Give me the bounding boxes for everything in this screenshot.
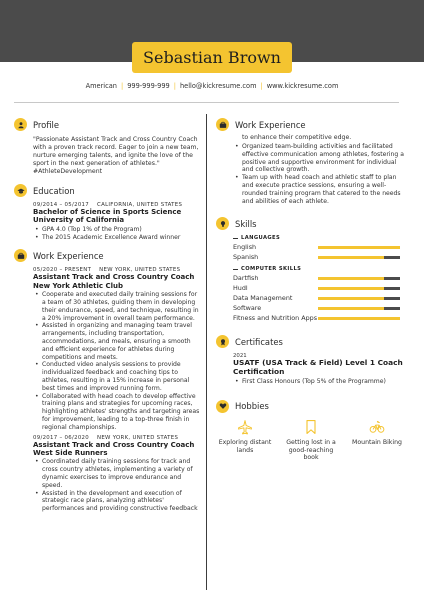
skill-bar — [318, 297, 400, 300]
certificate-entry — [233, 353, 406, 385]
education-bullets — [33, 226, 200, 242]
list-item: • Team up with head coach and athletic staff to plan and execute practice sessions, ensuring a well-rounded training program that catered to the needs and abilities of each athlete. — [233, 174, 406, 205]
job-meta: 05/2020 – PRESENT NEW YORK, UNITED STATES — [33, 267, 181, 274]
job-entry-1 — [33, 267, 200, 431]
job-org: New York Athletic Club — [33, 281, 124, 290]
skill-row: Fitness and Nutrition Apps — [233, 313, 406, 323]
candidate-name: Sebastian Brown — [143, 48, 281, 67]
section-title: Work Experience — [33, 250, 104, 261]
right-column — [216, 118, 406, 462]
header-divider — [14, 102, 399, 103]
section-title: Work Experience — [235, 119, 306, 130]
skill-bar — [318, 246, 400, 249]
contact-line: American | 999-999-999 | hello@kickresume.com | www.kickresume.com — [85, 82, 339, 90]
list-item: • First Class Honours (Top 5% of the Programme) — [233, 378, 406, 386]
degree: Bachelor of Science in Sports Science — [33, 208, 182, 216]
list-item: • Collaborated with head coach to develop effective training plans and strategies for upcoming races, highlighting athletes' strengths and targeting areas for improvement, leading to a top-three finish in regional championships. — [33, 393, 200, 432]
bicycle-icon — [369, 419, 385, 435]
skills-heading — [216, 217, 406, 230]
section-title: Profile — [33, 119, 60, 130]
job-bullets — [33, 291, 200, 431]
list-item: • Assisted in the development and execution of strategic race plans, analyzing athletes' performances and providing constructive feedback — [33, 490, 200, 513]
skill-bar — [318, 317, 400, 320]
name-banner — [132, 42, 292, 73]
list-item: • Coordinated daily training sessions for track and cross country athletes, implementing a variety of dynamic exercises to improve endurance and speed. — [33, 458, 200, 489]
skill-row: Spanish — [233, 252, 406, 262]
graduation-cap-icon — [14, 184, 27, 197]
skill-row: Software — [233, 303, 406, 313]
profile-text: "Passionate Assistant Track and Cross Country Coach with a proven track record. Eager to join a new team, nurture emerging talents, and ignite the love of the sport in the next generation of athletes." #AthleteDevelopment — [33, 136, 199, 175]
skills-body — [233, 235, 406, 323]
job-bullets — [33, 458, 200, 513]
briefcase-icon — [14, 249, 27, 262]
job-meta: 09/2017 – 06/2020 NEW YORK, UNITED STATES — [33, 434, 179, 441]
certificates-heading — [216, 335, 406, 348]
skill-bar — [318, 307, 400, 310]
list-item: • Organized team-building activities and facilitated effective communication among athletes, fostering a positive and supportive environment for individual and collective growth. — [233, 143, 406, 174]
work-continued — [233, 134, 406, 205]
person-icon — [14, 118, 27, 131]
nationality: American — [85, 82, 117, 90]
hobby-list — [216, 419, 406, 462]
work-heading-left — [14, 249, 200, 262]
job-org: West Side Runners — [33, 448, 108, 457]
list-item: • Cooperate and executed daily training sessions for a team of 30 athletes, guiding them in developing their endurance, speed, and technique, resulting in a 20% improvement in overall team performance. — [33, 291, 200, 322]
skill-row: Dartfish — [233, 273, 406, 283]
left-column — [14, 118, 200, 513]
skill-bar — [318, 287, 400, 290]
education-meta: 09/2014 – 05/2017 CALIFORNIA, UNITED STATES — [33, 202, 183, 208]
job-entry-2 — [33, 435, 200, 513]
list-item: • GPA 4.0 (Top 1% of the Program) — [33, 226, 200, 234]
hobby-item: Mountain Biking — [348, 419, 406, 462]
continued-line: to enhance their competitive edge. — [242, 134, 352, 141]
column-divider — [206, 114, 207, 590]
heart-icon — [216, 400, 229, 413]
work-heading-right — [216, 118, 406, 131]
education-heading — [14, 184, 200, 197]
job-role: Assistant Track and Cross Country Coach — [33, 440, 195, 449]
section-title: Hobbies — [235, 401, 269, 412]
list-item: • Assisted in organizing and managing team travel arrangements, including transportation, accommodations, and meals, ensuring a smooth and efficient experience for athletes during competitions and meets. — [33, 322, 200, 361]
list-item: • The 2015 Academic Excellence Award winner — [33, 234, 200, 242]
skill-row: English — [233, 242, 406, 252]
website[interactable]: www.kickresume.com — [266, 82, 339, 90]
job-bullets — [233, 143, 406, 205]
lightbulb-icon — [216, 217, 229, 230]
section-title: Certificates — [235, 336, 283, 347]
skill-bar — [318, 256, 400, 259]
certificate-icon — [216, 335, 229, 348]
skill-category: COMPUTER SKILLS — [233, 266, 406, 272]
phone: 999-999-999 — [127, 82, 170, 90]
section-title: Skills — [235, 218, 257, 229]
hobby-item: Getting lost in a good-reaching book — [282, 419, 340, 462]
hobbies-heading — [216, 400, 406, 413]
skill-bar — [318, 277, 400, 280]
skill-row: Hudl — [233, 283, 406, 293]
school: University of California — [33, 216, 125, 225]
certificate-bullets — [233, 378, 406, 386]
job-role: Assistant Track and Cross Country Coach — [33, 273, 195, 282]
certificate-name: USATF (USA Track & Field) Level 1 Coach Certification — [233, 358, 403, 377]
profile-heading — [14, 118, 200, 131]
list-item: • Conducted video analysis sessions to provide individualized feedback and coaching tips to athletes, resulting in a 15% increase in personal best times and improved running form. — [33, 361, 200, 392]
email[interactable]: hello@kickresume.com — [179, 82, 257, 90]
certificate-year: 2021 — [233, 353, 247, 360]
section-title: Education — [33, 185, 75, 196]
briefcase-icon — [216, 118, 229, 131]
airplane-icon — [237, 419, 253, 435]
skill-category: LANGUAGES — [233, 235, 406, 241]
education-entry — [33, 202, 200, 241]
skill-row: Data Management — [233, 293, 406, 303]
hobby-item: Exploring distant lands — [216, 419, 274, 462]
bookmark-icon — [303, 419, 319, 435]
